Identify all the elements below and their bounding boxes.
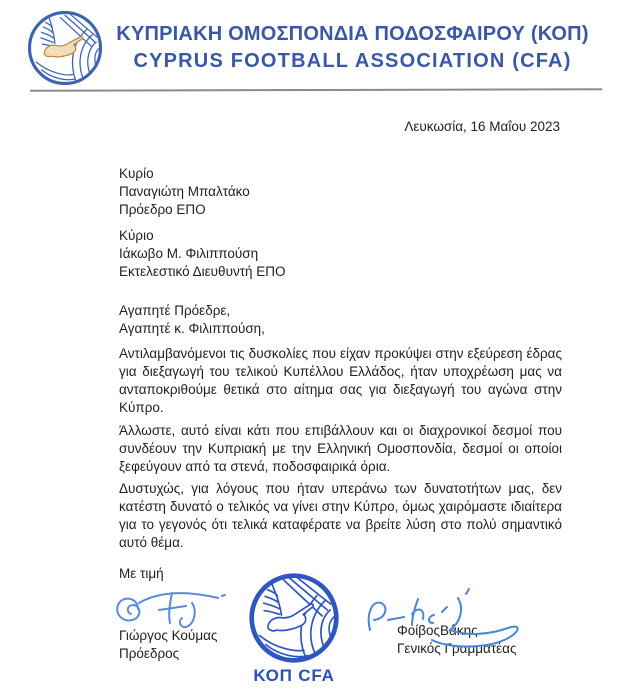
salutation (119, 302, 562, 338)
date-line: Λευκωσία, 16 Μαΐου 2023 (404, 119, 560, 134)
recipient-line: Ιάκωβο Μ. Φιλιππούση (119, 246, 259, 261)
cfa-stamp-icon (241, 568, 347, 669)
org-title-greek: ΚΥΠΡΙΑΚΗ ΟΜΟΣΠΟΝΔΙΑ ΠΟΔΟΣΦΑΙΡΟΥ (ΚΟΠ) (116, 23, 589, 45)
signatory-title: Γενικός Γραμματέας (397, 641, 517, 656)
salutation-line: Αγαπητέ κ. Φιλιππούση, (119, 321, 265, 336)
recipient-line: Πρόεδρο ΕΠΟ (119, 202, 206, 217)
salutation-line: Αγαπητέ Πρόεδρε, (119, 303, 231, 318)
recipient-line: Εκτελεστικό Διευθυντή ΕΠΟ (119, 264, 286, 279)
org-title-english: CYPRUS FOOTBALL ASSOCIATION (CFA) (133, 50, 572, 72)
signatory-title: Πρόεδρος (119, 646, 180, 661)
letterhead (100, 21, 605, 75)
recipient-line: Κυρίο (119, 166, 154, 181)
letter-body (119, 114, 562, 583)
recipient-block-director (119, 227, 562, 281)
recipient-line: Παναγιώτη Μπαλτάκο (119, 184, 250, 199)
recipient-line: Κύριο (119, 228, 154, 243)
paragraph: Άλλωστε, αυτό είναι κάτι που επιβάλλουν και οι διαχρονικοί δεσμοί που συνδέουν την Κυπριακή με την Ελληνική Ομοσπονδία, δεσμοί οι οποίοι ξεφεύγουν από τα στενά, ποδοσφαιρικά όρια. (119, 423, 562, 474)
paragraph: Δυστυχώς, για λόγους που ήταν υπεράνω των δυνατοτήτων μας, δεν κατέστη δυνατό ο τελικός να γίνει στην Κύπρο, όμως χαιρόμαστε ιδιαίτερα για το γεγονός ότι τελικά καταφέρατε να βρείτε λύση στο πολύ σημαντικό αυτό θέμα. (119, 481, 562, 550)
header-divider (30, 88, 602, 91)
signatory-name: ΦοίβοςΒάκης (397, 623, 478, 638)
cfa-logo-icon (26, 8, 104, 88)
closing-line: Με τιμή (119, 566, 164, 581)
recipient-block-president (119, 165, 562, 219)
stamp-label: ΚΟΠ CFA (253, 666, 335, 685)
paragraph: Αντιλαμβανόμενοι τις δυσκολίες που είχαν προκύψει στην εξεύρεση έδρας για διεξαγωγή του τελικού Κυπέλλου Ελλάδος, ήταν υποχρέωση μας να ανταποκριθούμε θετικά στο αίτημα σας για διεξαγωγή του αγώνα στην Κύπρο. (119, 346, 562, 415)
signatory-name: Γιώργος Κούμας (119, 628, 218, 643)
